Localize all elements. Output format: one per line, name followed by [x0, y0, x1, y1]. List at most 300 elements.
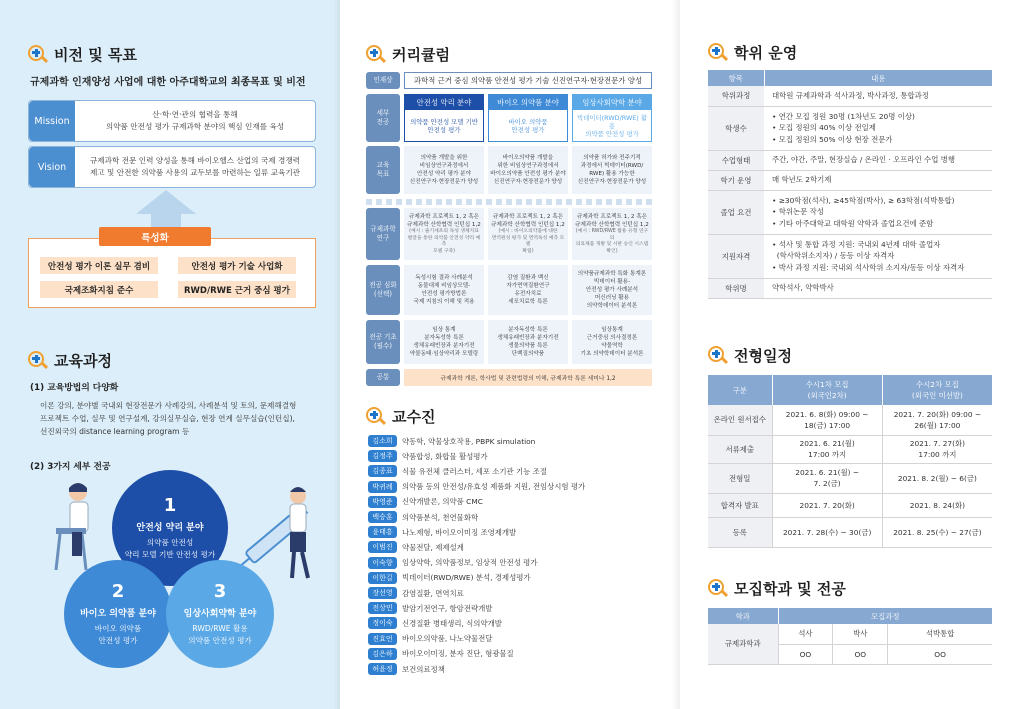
research-line: 규제과학 산학협력 인턴십 1,2 [407, 222, 481, 228]
major-name: 바이오 의약품 분야 [489, 95, 567, 110]
degree-key: 학생수 [708, 106, 764, 150]
curriculum-common-row [366, 369, 652, 386]
curriculum-row-label: 인재상 [366, 72, 400, 89]
faculty-name: 윤태흥 [368, 526, 397, 538]
curriculum-major-2 [488, 94, 568, 142]
schedule-value [772, 435, 882, 463]
magnifier-plus-icon [366, 45, 386, 65]
goal-line: 신진연구자·현장전문가 양성 [577, 179, 647, 185]
schedule-row [708, 435, 992, 463]
degree-value-line: • 모집 정원의 50% 이상 현장 전문가 [772, 134, 893, 144]
vision-title: 비전 및 목표 [54, 46, 137, 64]
recruit-value: OO [833, 644, 888, 664]
basic-line: 임상통계 [601, 327, 623, 333]
research-cell-3 [572, 208, 652, 260]
curriculum-row-label [366, 208, 400, 260]
recruit-table [708, 608, 992, 665]
degree-value [764, 234, 992, 278]
label-line: (필수) [374, 342, 392, 350]
schedule-value-line: 2021. 6. 21(월) [799, 439, 855, 448]
research-line: 규제과학 프로젝트 1, 2 혹은 [576, 214, 648, 220]
recruit-value: OO [888, 644, 992, 664]
advanced-line: 안전성 평가 사례분석 [585, 287, 639, 293]
label-line: 전공 기초 [369, 333, 397, 341]
curriculum-talent-row [366, 72, 652, 89]
research-line: 규제과학 프로젝트 1, 2 혹은 [492, 214, 564, 220]
goal-cell-3 [572, 146, 652, 194]
research-line: 모델 구축) [433, 248, 455, 254]
curriculum-advanced-row [366, 265, 652, 315]
curriculum-separator [366, 199, 654, 205]
schedule-section-title [708, 345, 792, 366]
schedule-value-line: 2021. 6. 8(화) 09:00 ~ [785, 409, 869, 419]
schedule-row [708, 463, 992, 493]
research-line: 발굴을 통한 의약품 안전성 약리 예측 [407, 235, 481, 247]
curriculum-row-label [366, 146, 400, 194]
faculty-row [368, 586, 464, 600]
goal-line: 위한 비임상연구과정에서 [497, 163, 559, 169]
magnifier-plus-icon [708, 346, 728, 366]
vision-text-line: 제고 및 안전한 의약품 사용의 교두보를 마련하는 일류 교육기관 [89, 168, 301, 177]
schedule-key: 등록 [708, 517, 772, 547]
degree-value-line: • 박사 과정 지원: 국내외 석사학위 소지자/동등 이상 자격자 [772, 262, 965, 272]
magnifier-plus-icon [366, 407, 386, 427]
header-line: 수시1차 모집 [805, 380, 849, 389]
degree-value [764, 170, 992, 190]
faculty-row [368, 464, 547, 478]
schedule-value [772, 517, 882, 547]
degree-row [708, 170, 992, 190]
goal-line: RWE) 활용 가능한 [589, 171, 635, 177]
curriculum-row-label: 공통 [366, 369, 400, 386]
table-header [772, 375, 882, 405]
table-header: 구분 [708, 375, 772, 405]
major-sub: 안전성 평가 [98, 636, 138, 645]
faculty-desc: 나노제형, 바이오이미징 조영제개발 [402, 527, 517, 537]
research-line: (예시 : 바이오의약품에 대한 [498, 229, 558, 234]
goal-line: 바이오의약품 개발을 [502, 155, 554, 161]
header-line: (외국인 미선발) [911, 391, 963, 400]
curriculum-research-row [366, 208, 652, 260]
schedule-value [882, 435, 992, 463]
education-method-line: 프로젝트 수업, 실무 및 연구설계, 강의실무실습, 현장 연계 실무실습(인턴십), [40, 414, 295, 423]
education-method-line: 선진외국의 distance learning program 등 [40, 427, 190, 436]
faculty-row [368, 449, 488, 463]
faculty-name: 김종표 [368, 465, 397, 477]
advanced-cell-2 [488, 265, 568, 315]
label-line: (선택) [374, 290, 392, 298]
schedule-value-line: 2021. 7. 20(화) [799, 500, 855, 510]
degree-row [708, 278, 992, 298]
vision-text-line: 규제과학 전문 인력 양성을 통해 바이오헬스 산업의 국제 경쟁력 [89, 156, 301, 165]
goal-line: 의약품 허가와 전주기적 [583, 155, 641, 161]
research-line: 확립) [522, 248, 534, 254]
schedule-value-line: 2021. 7. 20(화) 09:00 ~ [893, 409, 982, 419]
label-line: 목표 [376, 170, 390, 178]
researcher-illustration-icon [36, 478, 106, 574]
table-header [882, 375, 992, 405]
table-header: 학과 [708, 608, 778, 624]
degree-value-line: 주간, 야간, 주말, 현장실습 / 온라인 · 오프라인 수업 병행 [772, 155, 955, 165]
degree-value-line: • 기타 아주대학교 대학원 약학과 졸업요건에 준함 [772, 218, 934, 228]
schedule-value [882, 493, 992, 517]
faculty-desc: 약동학, 약물상호작용, PBPK simulation [402, 436, 536, 446]
panel-curriculum-faculty [340, 0, 680, 709]
faculty-name: 정이숙 [368, 617, 397, 629]
faculty-name: 이한길 [368, 572, 397, 584]
schedule-key: 서류제출 [708, 435, 772, 463]
faculty-desc: 신약개발론, 의약품 CMC [402, 497, 483, 507]
vision-text [75, 147, 315, 187]
curriculum-row-label [366, 320, 400, 364]
faculty-desc: 의약품 등의 안전성/유효성 제품화 지원, 전임상시험 평가 [402, 482, 586, 492]
major-desc: 의약품 안전성 모델 기반 [410, 117, 478, 126]
degree-key: 학위명 [708, 278, 764, 298]
degree-value-line: • 석사 및 통합 과정 지원: 국내외 4년제 대학 졸업자 [772, 239, 941, 249]
schedule-value-line: 7. 2(금) [813, 479, 841, 488]
schedule-value [772, 463, 882, 493]
recruit-title: 모집학과 및 전공 [734, 580, 846, 598]
education-method-text [40, 399, 325, 438]
label-line: 세부 [376, 109, 390, 117]
table-header: 항목 [708, 70, 764, 86]
schedule-value-line: 17:00 까지 [918, 450, 957, 459]
degree-key: 지원자격 [708, 234, 764, 278]
table-header: 모집과정 [778, 608, 992, 624]
degree-value [764, 190, 992, 234]
basic-line: 분자독성학 특론 [424, 335, 464, 341]
arrow-up-icon [136, 190, 196, 214]
major-sub: 약리 모델 기반 안전성 평가 [124, 550, 216, 559]
faculty-desc: 감염질환, 면역치료 [402, 588, 464, 598]
recruit-subheader: 박사 [833, 624, 888, 644]
basic-cell-3 [572, 320, 652, 364]
basic-line: 단백질의약품 [511, 351, 545, 357]
goal-line: 바이오의약품 안전성 평가 분야 [490, 171, 566, 177]
faculty-name: 진효언 [368, 633, 397, 645]
advanced-line: 유전자치료 [514, 291, 542, 297]
faculty-name: 전상민 [368, 602, 397, 614]
faculty-desc: 약품합성, 화합물 활성평가 [402, 451, 488, 461]
advanced-cell-3 [572, 265, 652, 315]
education-method-line: 이론 강의, 분야별 국내외 현장전문가 사례강의, 사례분석 및 토의, 문제해결형 [40, 401, 297, 410]
degree-value-line: 매 학년도 2학기제 [772, 175, 832, 185]
major-desc: 안전성 평가 [511, 125, 545, 134]
basic-line: 임상 통계 [432, 327, 456, 333]
major-sub: RWD/RWE 활용 [192, 624, 248, 633]
schedule-value-line: 18(금) 17:00 [804, 420, 851, 430]
major-sub: 바이오 의약품 [94, 624, 142, 633]
faculty-row [368, 571, 531, 585]
schedule-key: 전형일 [708, 463, 772, 493]
recruit-value: OO [778, 644, 833, 664]
panel-vision-education [0, 0, 340, 709]
faculty-desc: 신경질환 병태생리, 식의약개발 [402, 618, 502, 628]
degree-value-line: (학사학위소지자) / 동등 이상 자격자 [772, 251, 895, 261]
faculty-section-title [366, 406, 435, 427]
major-desc: 빅데이터(RWD/RWE) 활용 [577, 113, 647, 130]
curriculum-major-1 [404, 94, 484, 142]
education-section-title [28, 350, 112, 371]
curriculum-section-title [366, 44, 450, 65]
major-sub: 의약품 안전성 [146, 538, 194, 547]
goal-line: 신진연구자·현장전문가 양성 [493, 179, 563, 185]
research-line: (예시 : RWD/RWE 활용 유형 연구의 [575, 229, 649, 241]
magnifier-plus-icon [28, 351, 48, 371]
major-number: 1 [163, 495, 177, 516]
curriculum-major-3 [572, 94, 652, 142]
research-line: 규제과학 프로젝트 1, 2 혹은 [408, 214, 480, 220]
schedule-value-line: 2021. 7. 28(수) ~ 30(금) [782, 527, 872, 537]
faculty-desc: 식물 유전체 클러스터, 세포 소기관 기능 조절 [402, 466, 547, 476]
degree-key: 학위과정 [708, 86, 764, 106]
advanced-line: 의약품규제과학 특화 통계론 [577, 271, 647, 277]
goal-cell-1 [404, 146, 484, 194]
schedule-value-line: 2021. 7. 27(화) [909, 439, 965, 448]
basic-line: 생체유래빈장과 분자기전 [497, 335, 559, 341]
major-sub: 의약품 안전성 평가 [188, 636, 252, 645]
major-number: 2 [111, 581, 125, 602]
degree-key: 수업형태 [708, 150, 764, 170]
schedule-row [708, 493, 992, 517]
degree-value-line: • 학위논문 작성 [772, 207, 824, 217]
faculty-name: 이숙향 [368, 557, 397, 569]
degree-key: 학기 운영 [708, 170, 764, 190]
schedule-key: 온라인 원서접수 [708, 405, 772, 435]
schedule-value-line: 2021. 8. 25(수) ~ 27(금) [893, 527, 982, 537]
curriculum-row-label [366, 94, 400, 142]
advanced-line: 안전성 평가방법론 [421, 291, 467, 297]
schedule-value-line: 17:00 까지 [808, 450, 847, 459]
research-cell-1 [404, 208, 484, 260]
schedule-value [882, 405, 992, 435]
magnifier-plus-icon [28, 45, 48, 65]
research-line: 확인) [606, 248, 618, 254]
advanced-line: 의약학데이터 분석론 [586, 303, 638, 309]
major-name: 안전성 약리 분야 [405, 95, 483, 110]
faculty-name: 박귀례 [368, 481, 397, 493]
advanced-line: 독성시험 결과 사례분석 [415, 275, 473, 281]
recruit-subheader: 석사 [778, 624, 833, 644]
schedule-value [772, 493, 882, 517]
research-cell-2 [488, 208, 568, 260]
curriculum-common-text: 규제과학 개론, 학사법 및 관련법령의 이해, 규제과학 특론 세미나 1,2 [404, 369, 652, 386]
basic-line: 생체유래빈장과 분자기전 [413, 343, 475, 349]
spec-item: 국제조화지침 준수 [40, 281, 158, 298]
faculty-name: 김소희 [368, 435, 397, 447]
advanced-line: 머신러닝 활용 [594, 295, 630, 301]
curriculum-goal-row [366, 146, 652, 194]
advanced-cell-1 [404, 265, 484, 315]
basic-line: 근거중심 의사결정론 [586, 335, 638, 341]
research-line: (예시 : 줄기세포의 독성 생체지표 [409, 229, 479, 234]
faculty-desc: 발암기전연구, 항암전략개발 [402, 603, 493, 613]
faculty-row [368, 434, 535, 448]
faculty-desc: 바이오이미징, 분자 진단, 형광물질 [402, 649, 514, 659]
degree-row [708, 190, 992, 234]
advanced-line: 감염 질환과 백신 [507, 275, 549, 281]
mission-text [75, 101, 315, 141]
degree-value [764, 278, 992, 298]
major-circle-2 [64, 560, 172, 668]
recruit-subheader: 석박통합 [888, 624, 992, 644]
curriculum-row-label [366, 265, 400, 315]
faculty-row [368, 495, 483, 509]
schedule-row [708, 405, 992, 435]
major-number: 3 [213, 581, 227, 602]
faculty-row [368, 556, 537, 570]
vision-section-title [28, 44, 137, 65]
schedule-value [882, 463, 992, 493]
degree-row [708, 150, 992, 170]
faculty-name: 백승훈 [368, 511, 397, 523]
goal-line: 비임상연구과정에서 [419, 163, 469, 169]
recruit-section-title [708, 578, 846, 599]
faculty-title: 교수진 [392, 408, 436, 426]
faculty-row [368, 480, 585, 494]
advanced-line: 빅데이터 활용- [593, 279, 631, 285]
faculty-row [368, 647, 514, 661]
panel-degree-schedule [680, 0, 1020, 709]
goal-cell-2 [488, 146, 568, 194]
major-name: 임상사회약학 분야 [573, 95, 651, 110]
specialization-label: 특성화 [99, 227, 211, 246]
degree-row [708, 106, 992, 150]
vision-subtitle: 규제과학 인재양성 사업에 대한 아주대학교의 최종목표 및 비전 [30, 77, 306, 88]
faculty-row [368, 510, 478, 524]
major-desc: 의약품 안전성 평가 [585, 129, 639, 138]
header-line: 수시2차 모집 [916, 380, 959, 389]
schedule-title: 전형일정 [734, 347, 792, 365]
degree-title: 학위 운영 [734, 44, 798, 62]
table-header: 내용 [764, 70, 992, 86]
label-line: 전공 [376, 118, 390, 126]
basic-line: 생물의약품 특론 [508, 343, 548, 349]
label-line: 교육 [376, 161, 390, 169]
goal-line: 과정에서 빅데이터(RWD/ [580, 163, 644, 169]
degree-value [764, 86, 992, 106]
major-title: 임상사회약학 분야 [183, 609, 257, 619]
degree-value-line: • 모집 정원의 40% 이상 전일제 [772, 123, 876, 133]
degree-key: 졸업 요건 [708, 190, 764, 234]
faculty-name: 김정주 [368, 450, 397, 462]
advanced-line: 동물대체 비임상모델- [417, 283, 471, 289]
research-line: 의료제품 개발 및 시판 승인 시스템 [575, 242, 649, 247]
vision-row [28, 146, 316, 188]
schedule-key: 합격자 발표 [708, 493, 772, 517]
vision-label: Vision [29, 147, 75, 187]
education-title: 교육과정 [54, 352, 112, 370]
degree-value-line: • 연간 모집 정원 30명 (1차년도 20명 이상) [772, 111, 915, 121]
research-line: 면역원성 평가 및 면역독성 예측 모델 [491, 235, 565, 247]
major-title: 바이오 의약품 분야 [80, 609, 156, 619]
recruit-dept: 규제과학과 [708, 624, 778, 664]
magnifier-plus-icon [708, 43, 728, 63]
schedule-row [708, 517, 992, 547]
basic-cell-2 [488, 320, 568, 364]
advanced-line: 자가면역질환연구 [506, 283, 550, 289]
major-circle-3 [166, 560, 274, 668]
faculty-desc: 의약품분석, 천연물화학 [402, 512, 479, 522]
faculty-desc: 약물전달, 제제설계 [402, 542, 464, 552]
faculty-row [368, 540, 464, 554]
spec-item: 안전성 평가 이론 실무 겸비 [40, 257, 158, 274]
schedule-value-line: 2021. 8. 24(화) [909, 500, 965, 510]
faculty-desc: 빅데이터(RWD/RWE) 분석, 경제성평가 [402, 573, 531, 583]
mission-text-line: 산·학·연·관의 협력을 통해 [152, 110, 238, 119]
basic-line: 약물동태·임상약리과 모델링 [409, 351, 479, 357]
faculty-row [368, 525, 516, 539]
faculty-row [368, 662, 445, 676]
degree-row [708, 86, 992, 106]
magnifier-plus-icon [708, 579, 728, 599]
degree-value [764, 106, 992, 150]
goal-line: 안전성 약리 평가 분야 [417, 171, 471, 177]
goal-line: 의약품 개발을 위한 [420, 155, 468, 161]
mission-row [28, 100, 316, 142]
degree-value-line: • ≥30학점(석사), ≥45학점(박사), ≥ 63학점(석박통합) [772, 195, 955, 205]
header-line: (외국인2차) [807, 391, 847, 400]
degree-row [708, 234, 992, 278]
degree-value-line: 약학석사, 약학박사 [772, 283, 834, 293]
mission-text-line: 의약품 안전성 평가 규제과학 분야의 핵심 인재를 육성 [105, 122, 285, 131]
curriculum-basic-row [366, 320, 652, 364]
curriculum-talent-text: 과학적 근거 중심 의약품 안전성 평가 기술 신진연구자·현장전문가 양성 [404, 72, 652, 89]
major-desc: 안전성 평가 [427, 125, 461, 134]
schedule-table [708, 375, 992, 548]
basic-line: 분자독성학 특론 [508, 327, 548, 333]
schedule-value-line: 26(월) 17:00 [914, 420, 961, 430]
faculty-name: 김은하 [368, 648, 397, 660]
faculty-desc: 보건의료정책 [402, 664, 445, 674]
education-majors-heading: (2) 3가지 세부 전공 [30, 462, 111, 472]
research-line: 규제과학 산학협력 인턴십 1,2 [491, 222, 565, 228]
research-line: 규제과학 산학협력 인턴십 1,2 [575, 222, 649, 228]
major-title: 안전성 약리 분야 [136, 523, 204, 533]
basic-cell-1 [404, 320, 484, 364]
faculty-row [368, 616, 502, 630]
faculty-desc: 임상약학, 의약품정보, 임상적 안전성 평가 [402, 558, 538, 568]
goal-line: 신진연구자·현장전문가 양성 [409, 179, 479, 185]
curriculum-major-row [366, 94, 652, 142]
label-line: 연구 [376, 234, 390, 242]
major-desc: 바이오 의약품 [508, 117, 548, 126]
schedule-value-line: 2021. 8. 2(월) ~ 6(금) [897, 473, 977, 483]
degree-value-line: 대학원 규제과학과 석사과정, 박사과정, 통합과정 [772, 91, 929, 100]
schedule-value-line: 2021. 6. 21(월) ~ [795, 468, 860, 477]
faculty-name: 박영준 [368, 496, 397, 508]
curriculum-title: 커리큘럼 [392, 46, 450, 64]
schedule-value [882, 517, 992, 547]
basic-line: 기초 의약학데이터 분석론 [580, 351, 644, 357]
faculty-row [368, 601, 492, 615]
schedule-value [772, 405, 882, 435]
faculty-name: 장선영 [368, 587, 397, 599]
basic-line: 약물역학 [601, 343, 623, 349]
advanced-line: 세포치료학 특론 [508, 299, 548, 305]
label-line: 전공 심화 [369, 281, 397, 289]
faculty-desc: 바이오의약품, 나노약물전달 [402, 634, 493, 644]
spec-item: RWD/RWE 근거 중심 평가 [178, 281, 296, 298]
mission-label: Mission [29, 101, 75, 141]
spec-item: 안전성 평가 기술 사업화 [178, 257, 296, 274]
faculty-name: 허윤정 [368, 663, 397, 675]
advanced-line: 국제 지침의 이해 및 적용 [413, 299, 475, 305]
label-line: 규제과학 [370, 225, 396, 233]
degree-section-title [708, 42, 797, 63]
degree-table [708, 70, 992, 299]
degree-value [764, 150, 992, 170]
